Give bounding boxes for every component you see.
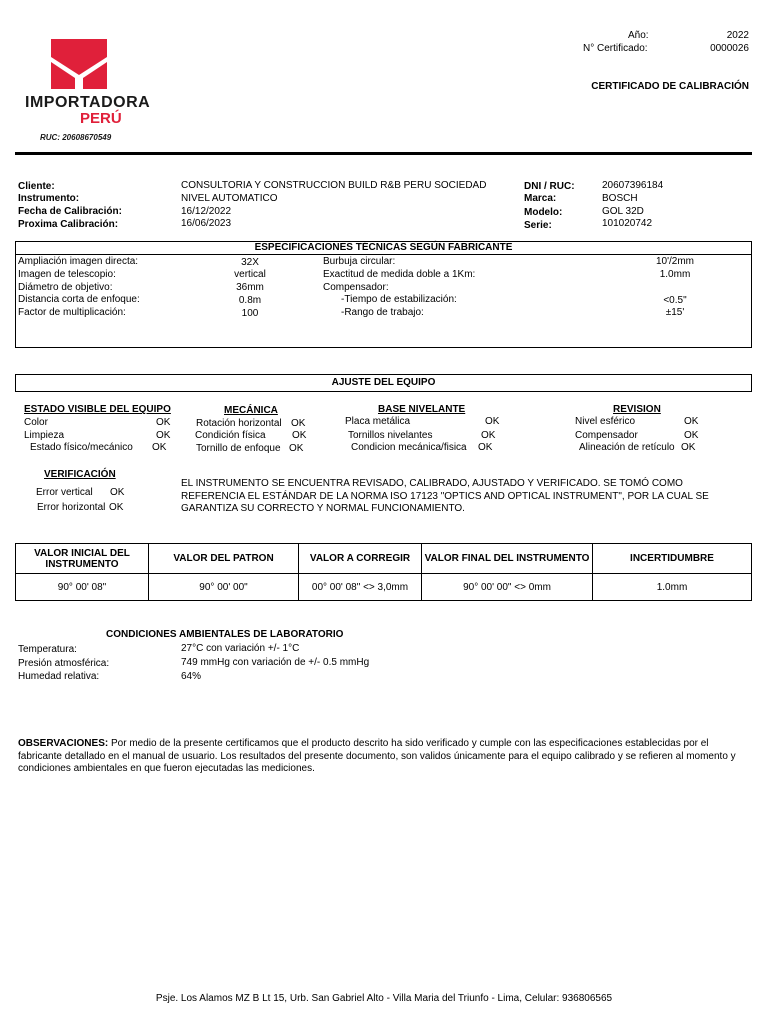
table-cell: 1.0mm [593, 574, 752, 601]
spec-label: Imagen de telescopio: [18, 269, 116, 280]
verification-statement: EL INSTRUMENTO SE ENCUENTRA REVISADO, CALIBRADO, AJUSTADO Y VERIFICADO. SE TOMÓ COMO REFERENCIA EL ESTÁNDAR DE LA NORMA ISO 17123 "OPTICS AND OPTICAL INSTRUMENT", POR LA CUAL SE GARANTIZA SU CORRECTO Y NORMAL FUNCIONAMIENTO. [181, 478, 709, 514]
spec-label: Factor de multiplicación: [18, 307, 126, 318]
calibration-date-value: 16/12/2022 [181, 206, 232, 217]
table-cell: 90° 00' 00" <> 0mm [422, 574, 593, 601]
table-cell: 90° 00' 00" [149, 574, 299, 601]
environment-value: 749 mmHg con variación de +/- 0.5 mmHg [181, 657, 370, 668]
company-name: IMPORTADORA [25, 94, 151, 111]
revision-item-status: OK [684, 430, 699, 441]
estado-title: ESTADO VISIBLE DEL EQUIPO [24, 404, 171, 415]
table-header-cell: INCERTIDUMBRE [593, 544, 752, 574]
base-title: BASE NIVELANTE [378, 404, 466, 415]
next-calibration-value: 16/06/2023 [181, 218, 232, 229]
logo-mark-icon [20, 35, 145, 93]
environment-label: Humedad relativa: [18, 671, 100, 682]
ruc-label: DNI / RUC: [524, 181, 575, 192]
table-cell: 00° 00' 08" <> 3,0mm [299, 574, 422, 601]
mecanica-item-label: Tornillo de enfoque [196, 443, 281, 454]
table-header-cell: VALOR INICIAL DEL INSTRUMENTO [16, 544, 149, 574]
model-label: Modelo: [524, 207, 563, 218]
calibration-date-label: Fecha de Calibración: [18, 206, 122, 217]
estado-item-status: OK [152, 442, 167, 453]
table-header-cell: VALOR A CORREGIR [299, 544, 422, 574]
footer-address: Psje. Los Alamos MZ B Lt 15, Urb. San Gabriel Alto - Villa Maria del Triunfo - Lima, Celular: 936806565 [155, 993, 613, 1004]
model-value: GOL 32D [602, 206, 644, 217]
mecanica-title: MECÁNICA [224, 405, 278, 416]
base-item-label: Placa metálica [345, 416, 411, 427]
table-header-cell: VALOR DEL PATRON [149, 544, 299, 574]
base-item-status: OK [478, 442, 493, 453]
serial-label: Serie: [524, 220, 552, 231]
table-header-row [16, 544, 752, 574]
company-ruc: RUC: 20608670549 [40, 133, 112, 142]
table-row [16, 574, 752, 601]
company-country: PERÚ [80, 110, 122, 127]
spec-label: Exactitud de medida doble a 1Km: [323, 269, 476, 280]
verificacion-title: VERIFICACIÓN [44, 469, 116, 480]
instrument-value: NIVEL AUTOMATICO [181, 193, 278, 204]
revision-item-status: OK [684, 416, 699, 427]
estado-item-label: Limpieza [24, 430, 65, 441]
spec-value: 36mm [236, 282, 264, 293]
doc-title: CERTIFICADO DE CALIBRACIÓN [591, 81, 749, 92]
observations-label: OBSERVACIONES: [18, 738, 109, 749]
spec-label: Diámetro de objetivo: [18, 282, 113, 293]
specs-title-line [15, 254, 752, 255]
estado-item-status: OK [156, 430, 171, 441]
revision-item-status: OK [681, 442, 696, 453]
calibration-values-table [15, 543, 752, 601]
next-calibration-label: Proxima Calibración: [18, 219, 119, 230]
estado-item-label: Estado físico/mecánico [30, 442, 133, 453]
spec-value: 100 [241, 308, 259, 319]
cert-number-value: 0000026 [710, 43, 749, 54]
mecanica-item-label: Rotación horizontal [196, 418, 282, 429]
spec-label: Distancia corta de enfoque: [18, 294, 140, 305]
revision-title: REVISION [613, 404, 661, 415]
base-item-status: OK [481, 430, 496, 441]
specs-title: ESPECIFICACIONES TÉCNICAS SEGÚN FABRICANTE [254, 242, 513, 253]
environment-label: Presión atmosférica: [18, 658, 110, 669]
client-label: Cliente: [18, 181, 55, 192]
client-value: CONSULTORIA Y CONSTRUCCION BUILD R&B PERU SOCIEDAD [181, 180, 487, 191]
observations-text: Por medio de la presente certificamos que el producto descrito ha sido verificado y cumple con las especificaciones establecidas por el fabricante detallado en el manual de usuario. Los resultados del presente documento, son validos únicamente para el equipo calibrado y se refieren al momento y condiciones ambientales en que fueron ejecutadas las mediciones. [18, 738, 736, 774]
spec-label: Ampliación imagen directa: [18, 256, 139, 267]
spec-label: Burbuja circular: [323, 256, 396, 267]
serial-value: 101020742 [602, 218, 653, 229]
mecanica-item-status: OK [289, 443, 304, 454]
ruc-value: 20607396184 [602, 180, 664, 191]
environment-value: 64% [181, 671, 202, 682]
estado-item-label: Color [24, 417, 48, 428]
observations [18, 738, 753, 776]
spec-value: 10'/2mm [655, 256, 695, 267]
brand-value: BOSCH [602, 193, 638, 204]
revision-item-label: Alineación de retículo [579, 442, 675, 453]
mecanica-item-status: OK [291, 418, 306, 429]
header-divider [15, 152, 752, 155]
spec-value: 1.0mm [659, 269, 691, 280]
mecanica-item-status: OK [292, 430, 307, 441]
spec-value: ±15' [665, 307, 685, 318]
year-label: Año: [628, 30, 649, 41]
spec-label: -Rango de trabajo: [341, 307, 424, 318]
spec-value: 32X [241, 257, 259, 268]
verificacion-item-label: Error horizontal [37, 502, 106, 513]
year-value: 2022 [726, 30, 749, 41]
environment-value: 27°C con variación +/- 1°C [181, 643, 300, 654]
spec-label: Compensador: [323, 282, 389, 293]
estado-item-status: OK [156, 417, 171, 428]
spec-value: vertical [234, 269, 266, 280]
spec-value: <0.5" [663, 295, 687, 306]
brand-label: Marca: [524, 193, 557, 204]
table-cell: 90° 00' 08" [16, 574, 149, 601]
verificacion-item-status: OK [109, 502, 124, 513]
mecanica-item-label: Condición física [195, 430, 266, 441]
verificacion-item-status: OK [110, 487, 125, 498]
spec-label: -Tiempo de estabilización: [341, 294, 457, 305]
spec-value: 0.8m [238, 295, 262, 306]
environment-label: Temperatura: [18, 644, 77, 655]
base-item-label: Tornillos nivelantes [348, 430, 433, 441]
adjust-title: AJUSTE DEL EQUIPO [331, 377, 436, 388]
cert-number-label: N° Certificado: [583, 43, 648, 54]
base-item-status: OK [485, 416, 500, 427]
table-header-cell: VALOR FINAL DEL INSTRUMENTO [422, 544, 593, 574]
revision-item-label: Nivel esférico [575, 416, 636, 427]
verificacion-item-label: Error vertical [36, 487, 93, 498]
instrument-label: Instrumento: [18, 193, 80, 204]
environment-title: CONDICIONES AMBIENTALES DE LABORATORIO [106, 629, 344, 640]
revision-item-label: Compensador [575, 430, 638, 441]
base-item-label: Condicion mecánica/fisica [351, 442, 467, 453]
company-logo [20, 35, 151, 145]
